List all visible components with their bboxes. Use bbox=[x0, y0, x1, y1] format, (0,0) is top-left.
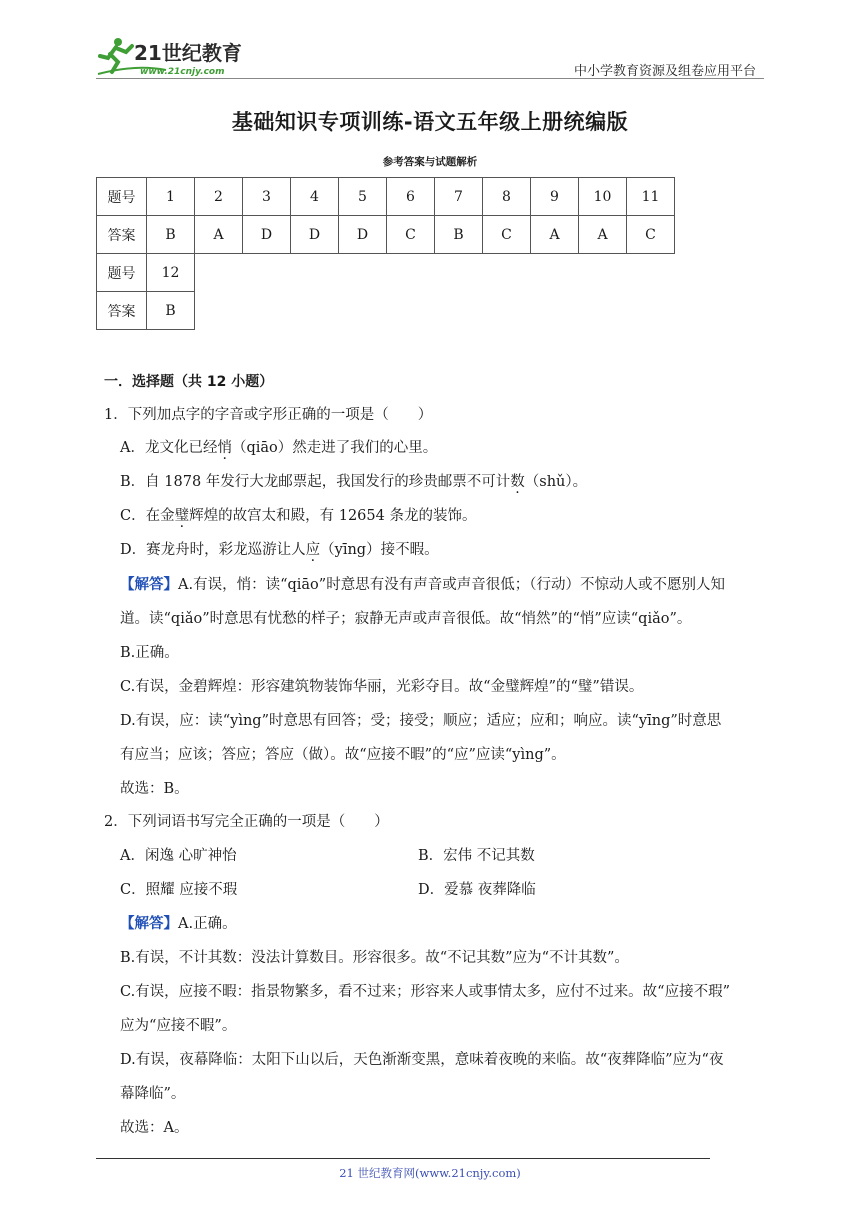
question-1-choice: 故选：B。 bbox=[120, 781, 189, 797]
table-cell: 3 bbox=[243, 178, 291, 216]
table-cell: D bbox=[291, 216, 339, 254]
question-1-option-b bbox=[120, 472, 587, 492]
table-label-number: 题号 bbox=[97, 254, 147, 292]
question-2-option-d: D．爱慕 夜葬降临 bbox=[418, 882, 536, 898]
platform-name: 中小学教育资源及组卷应用平台 bbox=[573, 64, 756, 79]
option-text: 辉煌的故宫太和殿，有 12654 条龙的装饰。 bbox=[189, 508, 477, 524]
table-cell: B bbox=[435, 216, 483, 254]
option-text: B．自 1878 年发行大龙邮票起，我国发行的珍贵邮票不可计 bbox=[120, 474, 511, 490]
question-2-option-b: B．宏伟 不记其数 bbox=[418, 848, 535, 864]
question-1-stem: 1．下列加点字的字音或字形正确的一项是（ ） bbox=[104, 407, 433, 423]
question-2-option-c: C．照耀 应接不瑕 bbox=[120, 882, 238, 898]
option-text: （qiāo）然走进了我们的心里。 bbox=[231, 440, 438, 456]
footer-link[interactable]: 21 世纪教育网(www.21cnjy.com) bbox=[339, 1166, 521, 1180]
logo-url: www.21cnjy.com bbox=[140, 67, 225, 77]
question-2-option-a: A．闲逸 心旷神怡 bbox=[120, 848, 237, 864]
question-2-stem: 2．下列词语书写完全正确的一项是（ ） bbox=[104, 814, 389, 830]
table-label-number: 题号 bbox=[97, 178, 147, 216]
table-cell: B bbox=[147, 292, 195, 330]
question-2-choice: 故选：A。 bbox=[120, 1120, 189, 1136]
table-cell: 9 bbox=[531, 178, 579, 216]
table-cell: 8 bbox=[483, 178, 531, 216]
table-cell: D bbox=[339, 216, 387, 254]
analysis-line: D.有误，应：读“yìng”时意思有回答；受；接受；顺应；适应；应和；响应。读“yīng”时意思 bbox=[120, 713, 722, 729]
table-cell: D bbox=[243, 216, 291, 254]
answer-tag: 【解答】 bbox=[120, 915, 178, 932]
question-1-option-c bbox=[120, 506, 476, 526]
analysis-line: 道。读“qiǎo”时意思有忧愁的样子；寂静无声或声音很低。故“悄然”的“悄”应读“qiǎo”。 bbox=[120, 611, 692, 627]
analysis-line: D.有误，夜幕降临：太阳下山以后，天色渐渐变黑，意味着夜晚的来临。故“夜葬降临”应为“夜 bbox=[120, 1052, 724, 1068]
question-1-analysis-a bbox=[120, 575, 725, 595]
table-cell: A bbox=[195, 216, 243, 254]
option-text: D．赛龙舟时，彩龙巡游让人 bbox=[120, 542, 306, 558]
table-row-answers-1 bbox=[97, 216, 675, 254]
table-cell: 4 bbox=[291, 178, 339, 216]
site-logo[interactable] bbox=[96, 36, 266, 78]
analysis-line: C.有误，金碧辉煌：形容建筑物装饰华丽，光彩夺目。故“金璧辉煌”的“璧”错误。 bbox=[120, 679, 644, 695]
answer-tag: 【解答】 bbox=[120, 576, 178, 593]
option-text: A．龙文化已经 bbox=[120, 440, 218, 456]
table-empty bbox=[195, 254, 675, 292]
analysis-text: A.有误，悄：读“qiāo”时意思有没有声音或声音很低；（行动）不惊动人或不愿别人知 bbox=[178, 577, 725, 593]
header-divider bbox=[96, 78, 764, 79]
dotted-char: 数 bbox=[510, 474, 525, 490]
table-label-answer: 答案 bbox=[97, 216, 147, 254]
table-cell: 6 bbox=[387, 178, 435, 216]
table-row-answers-2 bbox=[97, 292, 675, 330]
analysis-text: A.正确。 bbox=[178, 916, 237, 932]
option-text: （shǔ）。 bbox=[524, 474, 588, 490]
table-cell: 2 bbox=[195, 178, 243, 216]
dotted-char: 应 bbox=[305, 542, 321, 558]
table-row-numbers-1 bbox=[97, 178, 675, 216]
table-cell: A bbox=[579, 216, 627, 254]
question-1-option-a bbox=[120, 438, 437, 458]
table-cell: 12 bbox=[147, 254, 195, 292]
table-cell: C bbox=[627, 216, 675, 254]
analysis-line: B.有误，不计其数：没法计算数目。形容很多。故“不记其数”应为“不计其数”。 bbox=[120, 950, 629, 966]
analysis-line: 应为“应接不暇”。 bbox=[120, 1018, 237, 1034]
table-cell: 11 bbox=[627, 178, 675, 216]
document-subtitle: 参考答案与试题解析 bbox=[382, 156, 478, 168]
answer-table bbox=[96, 177, 675, 330]
analysis-line: 有应当；应该；答应；答应（做）。故“应接不暇”的“应”应读“yìng”。 bbox=[120, 747, 566, 763]
question-1-option-d bbox=[120, 540, 439, 560]
option-text: （yīng）接不暇。 bbox=[320, 542, 439, 558]
dotted-char: 悄 bbox=[217, 440, 232, 456]
table-cell: C bbox=[483, 216, 531, 254]
table-row-numbers-2 bbox=[97, 254, 675, 292]
dotted-char: 璧 bbox=[174, 508, 190, 524]
section-heading: 一．选择题（共 12 小题） bbox=[104, 374, 274, 390]
table-empty bbox=[195, 292, 675, 330]
analysis-line: C.有误，应接不暇：指景物繁多，看不过来；形容来人或事情太多，应付不过来。故“应接不瑕” bbox=[120, 984, 731, 1000]
analysis-line: 幕降临”。 bbox=[120, 1086, 186, 1102]
table-cell: 1 bbox=[147, 178, 195, 216]
table-cell: C bbox=[387, 216, 435, 254]
footer-divider bbox=[96, 1158, 710, 1159]
table-cell: A bbox=[531, 216, 579, 254]
table-cell: B bbox=[147, 216, 195, 254]
logo-runner-icon bbox=[96, 36, 266, 78]
table-cell: 5 bbox=[339, 178, 387, 216]
analysis-line: B.正确。 bbox=[120, 645, 179, 661]
table-label-answer: 答案 bbox=[97, 292, 147, 330]
logo-text: 21世纪教育 bbox=[134, 41, 242, 65]
option-text: C．在金 bbox=[120, 508, 175, 524]
question-2-analysis-a bbox=[120, 914, 237, 934]
table-cell: 10 bbox=[579, 178, 627, 216]
document-title: 基础知识专项训练-语文五年级上册统编版 bbox=[231, 110, 629, 134]
table-cell: 7 bbox=[435, 178, 483, 216]
